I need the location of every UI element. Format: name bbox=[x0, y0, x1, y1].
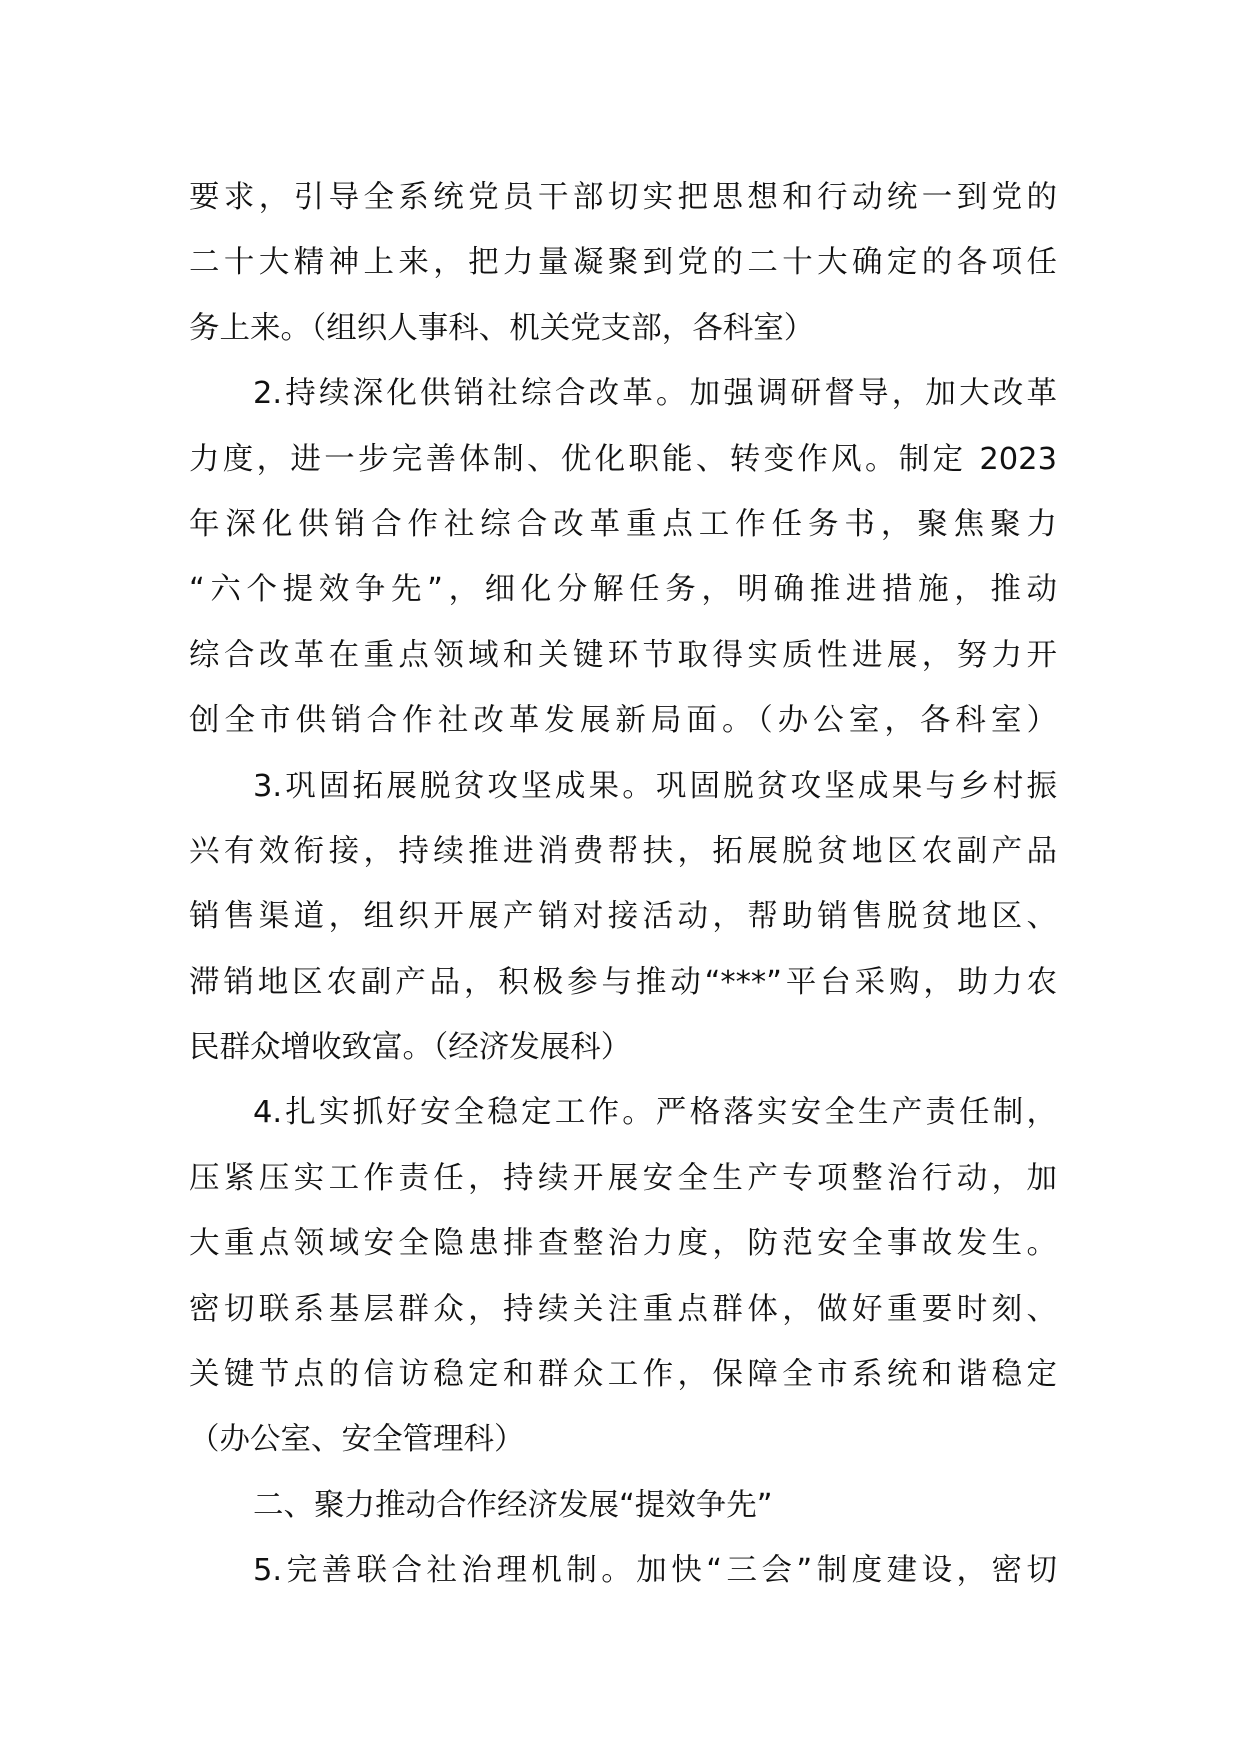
text-line: “六个提效争先”，细化分解任务，明确推进措施，推动 bbox=[189, 572, 1057, 608]
text-line: 创全市供销合作社改革发展新局面。（办公室，各科室） bbox=[189, 703, 1057, 739]
text-line: 力度，进一步完善体制、优化职能、转变作风。制定 2023 bbox=[189, 441, 1057, 477]
text-line: 兴有效衔接，持续推进消费帮扶，拓展脱贫地区农副产品 bbox=[189, 833, 1057, 869]
text-line: 要求，引导全系统党员干部切实把思想和行动统一到党的 bbox=[189, 180, 1057, 215]
text-line: （办公室、安全管理科） bbox=[189, 1422, 525, 1458]
text-line: 年深化供销合作社综合改革重点工作任务书，聚焦聚力 bbox=[189, 506, 1057, 542]
text-line: 民群众增收致富。（经济发展科） bbox=[189, 1030, 632, 1066]
text-line: 务上来。（组织人事科、机关党支部，各科室） bbox=[189, 310, 815, 346]
text-line: 销售渠道，组织开展产销对接活动，帮助销售脱贫地区、 bbox=[189, 899, 1057, 935]
text-line: 关键节点的信访稳定和群众工作，保障全市系统和谐稳定 bbox=[189, 1357, 1057, 1393]
text-line: 压紧压实工作责任，持续开展安全生产专项整治行动，加 bbox=[189, 1160, 1057, 1196]
text-line: 滞销地区农副产品，积极参与推动“***”平台采购，助力农 bbox=[189, 964, 1057, 1000]
document-body bbox=[189, 165, 1057, 1604]
text-line: 大重点领域安全隐患排查整治力度，防范安全事故发生。 bbox=[189, 1226, 1057, 1262]
paragraph-5-first-line: 5.完善联合社治理机制。加快“三会”制度建设，密切 bbox=[253, 1553, 1057, 1589]
section-heading: 二、聚力推动合作经济发展“提效争先” bbox=[253, 1487, 773, 1523]
paragraph-2-first-line: 2.持续深化供销社综合改革。加强调研督导，加大改革 bbox=[253, 376, 1057, 412]
text-line: 密切联系基层群众，持续关注重点群体，做好重要时刻、 bbox=[189, 1291, 1057, 1327]
paragraph-3-first-line: 3.巩固拓展脱贫攻坚成果。巩固脱贫攻坚成果与乡村振 bbox=[253, 768, 1057, 804]
paragraph-4-first-line: 4.扎实抓好安全稳定工作。严格落实安全生产责任制， bbox=[253, 1095, 1057, 1131]
text-line: 二十大精神上来，把力量凝聚到党的二十大确定的各项任 bbox=[189, 245, 1057, 281]
text-line: 综合改革在重点领域和关键环节取得实质性进展，努力开 bbox=[189, 637, 1057, 673]
